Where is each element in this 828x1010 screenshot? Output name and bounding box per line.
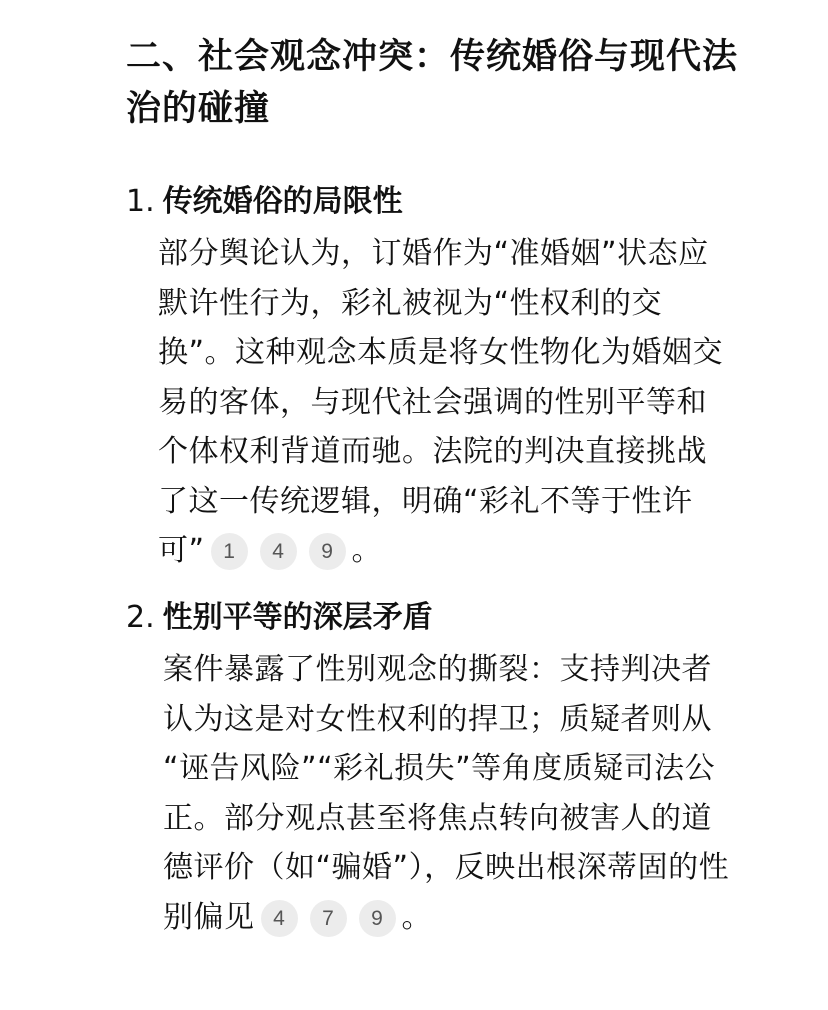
- list-item-number: 2.: [126, 600, 155, 635]
- citation-badge[interactable]: 4: [261, 900, 298, 937]
- end-punctuation: 。: [351, 533, 383, 568]
- citation-badge[interactable]: 1: [211, 533, 248, 570]
- paragraph-line: 了这一传统逻辑，明确“彩礼不等于性许: [158, 483, 693, 519]
- citation-badge[interactable]: 4: [260, 533, 297, 570]
- section-title: [126, 31, 786, 135]
- list-item-number: 1.: [126, 184, 155, 219]
- paragraph-line: 德评价（如“骗婚”），反映出根深蒂固的性: [163, 850, 730, 885]
- paragraph-line: 认为这是对女性权利的捍卫；质疑者则从: [163, 701, 712, 737]
- citation-badge[interactable]: 9: [359, 900, 396, 937]
- list-item-heading-text: 性别平等的深层矛盾: [162, 600, 433, 635]
- list-item-heading: [126, 182, 403, 222]
- paragraph-line-last: [158, 526, 786, 576]
- end-punctuation: 。: [401, 899, 432, 935]
- paragraph-line: 案件暴露了性别观念的撕裂：支持判决者: [163, 652, 712, 687]
- list-item-body: [158, 229, 786, 576]
- paragraph-line-last: [163, 893, 795, 943]
- list-item-heading: [126, 598, 433, 638]
- paragraph-text: 可”: [158, 533, 205, 568]
- paragraph-line: 易的客体，与现代社会强调的性别平等和: [158, 384, 707, 420]
- paragraph-line: 默许性行为，彩礼被视为“性权利的交: [158, 285, 663, 321]
- paragraph-line: 部分舆论认为，订婚作为“准婚姻”状态应: [158, 236, 709, 271]
- paragraph-line: 正。部分观点甚至将焦点转向被害人的道: [163, 800, 712, 836]
- section-title-line: 治的碰撞: [126, 89, 271, 129]
- list-item-heading-text: 传统婚俗的局限性: [162, 184, 403, 219]
- paragraph-line: 换”。这种观念本质是将女性物化为婚姻交: [158, 335, 724, 370]
- paragraph-line: 个体权利背道而驰。法院的判决直接挑战: [158, 434, 707, 469]
- citation-badge[interactable]: 7: [310, 900, 347, 937]
- section-title-line: 二、社会观念冲突：传统婚俗与现代法: [126, 37, 739, 77]
- list-item-body: [163, 645, 795, 942]
- paragraph-line: “诬告风险”“彩礼损失”等角度质疑司法公: [163, 751, 716, 786]
- paragraph-text: 别偏见: [163, 899, 255, 935]
- citation-badge[interactable]: 9: [309, 533, 346, 570]
